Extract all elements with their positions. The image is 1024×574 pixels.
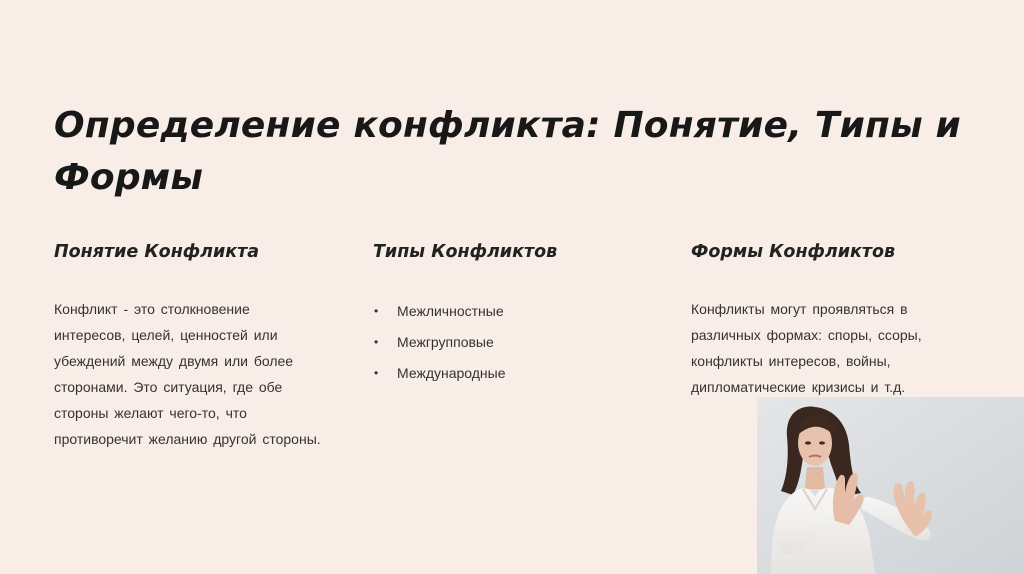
eye-right [819, 441, 825, 444]
list-item-label: Межличностные [397, 303, 504, 319]
list-item-label: Межгрупповые [397, 334, 494, 350]
forms-text: Конфликты могут проявляться в различных формах: споры, ссоры, конфликты интересов, войны, дипломатические кризисы и т.д. [691, 301, 922, 395]
concept-heading: Понятие Конфликта [54, 242, 260, 262]
eye-left [805, 441, 811, 444]
bullet-icon: • [374, 304, 379, 318]
list-item [373, 296, 653, 327]
concept-text: Конфликт - это столкновение интересов, целей, ценностей или убеждений между двумя или более сторонами. Это ситуация, где обе стороны желают чего-то, что противоречит желанию другой стороны. [54, 301, 321, 447]
types-heading: Типы Конфликтов [373, 242, 558, 262]
bullet-icon: • [374, 366, 379, 380]
concept-column [54, 238, 334, 452]
list-item [373, 358, 653, 389]
photo-illustration [757, 397, 1024, 574]
bullet-icon: • [374, 335, 379, 349]
forms-column [691, 238, 971, 400]
types-column [373, 238, 653, 389]
neck [805, 467, 825, 489]
types-list [373, 296, 653, 389]
list-item [373, 327, 653, 358]
woman-rejecting-gesture-photo [757, 397, 1024, 574]
list-item-label: Международные [397, 365, 506, 381]
slide-title: Определение конфликта: Понятие, Типы и Формы [54, 105, 961, 198]
forms-heading: Формы Конфликтов [691, 242, 896, 262]
